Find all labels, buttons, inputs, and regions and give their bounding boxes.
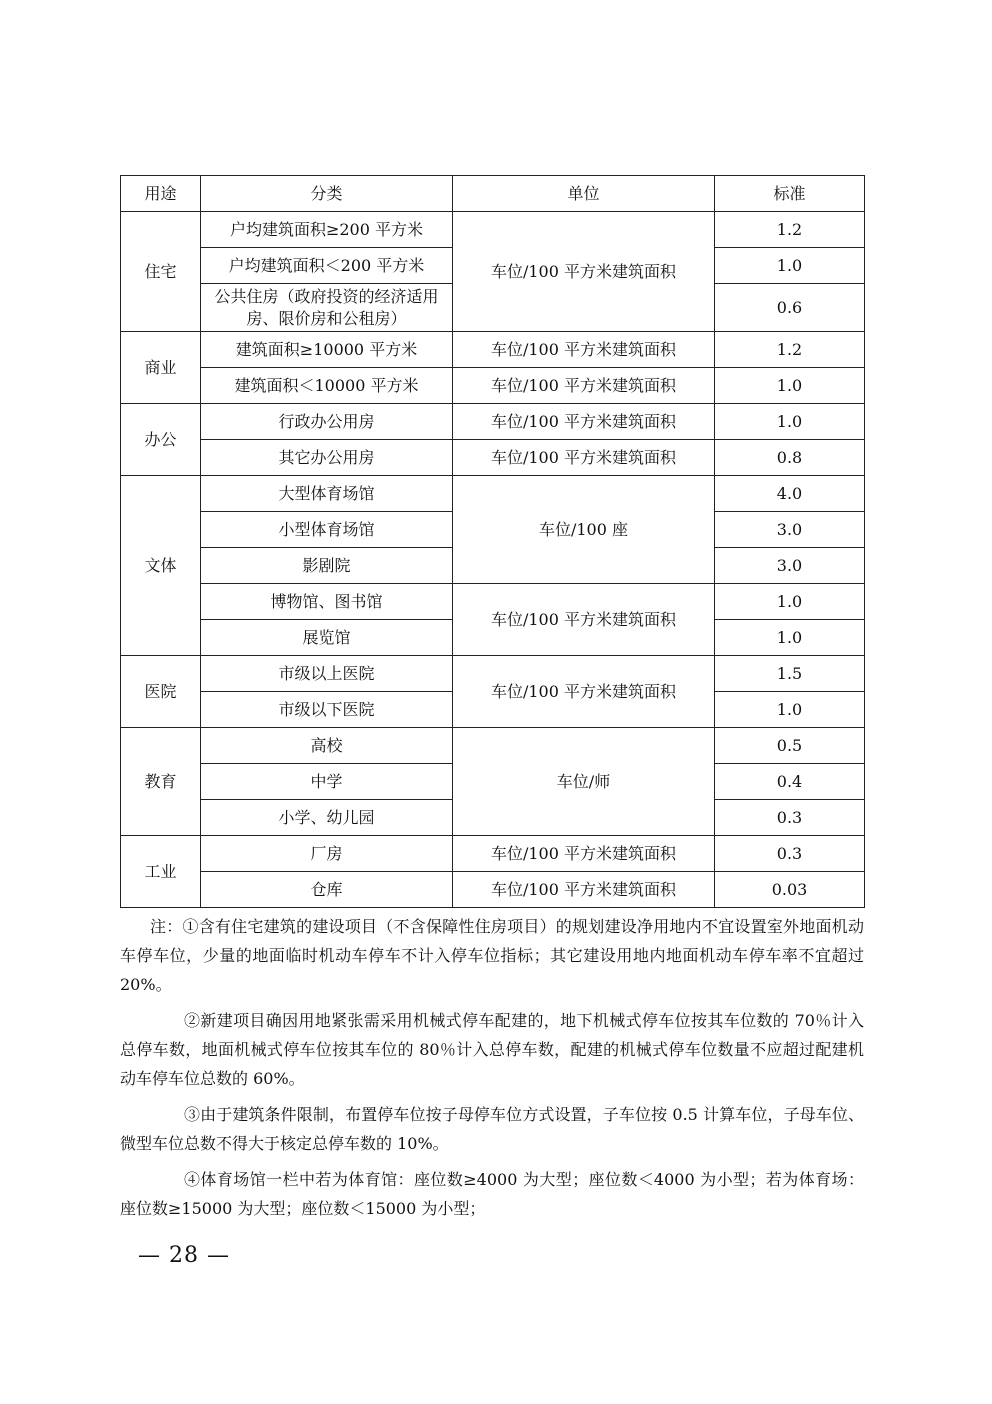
category-cell: 市级以上医院 bbox=[201, 656, 453, 692]
standard-cell: 3.0 bbox=[715, 548, 865, 584]
standard-cell: 0.3 bbox=[715, 836, 865, 872]
standard-cell: 1.0 bbox=[715, 584, 865, 620]
table-row bbox=[121, 332, 865, 368]
unit-cell: 车位/100 平方米建筑面积 bbox=[453, 332, 715, 368]
note-2: ②新建项目确因用地紧张需采用机械式停车配建的，地下机械式停车位按其车位数的 70％计入总停车数，地面机械式停车位按其车位的 80％计入总停车数，配建的机械式停车位数量不应超过配建机动车停车位总数的 60%。 bbox=[120, 1011, 864, 1088]
table-row bbox=[121, 404, 865, 440]
unit-cell: 车位/100 平方米建筑面积 bbox=[453, 656, 715, 728]
use-cell: 医院 bbox=[121, 656, 201, 728]
table-row bbox=[121, 836, 865, 872]
category-cell: 建筑面积≥10000 平方米 bbox=[201, 332, 453, 368]
standard-cell: 0.5 bbox=[715, 728, 865, 764]
use-cell: 教育 bbox=[121, 728, 201, 836]
unit-cell: 车位/100 平方米建筑面积 bbox=[453, 368, 715, 404]
table-header-row bbox=[121, 176, 865, 212]
category-cell: 展览馆 bbox=[201, 620, 453, 656]
table-row bbox=[121, 656, 865, 692]
table-row bbox=[121, 872, 865, 908]
category-cell: 博物馆、图书馆 bbox=[201, 584, 453, 620]
unit-cell: 车位/100 平方米建筑面积 bbox=[453, 836, 715, 872]
standard-cell: 1.2 bbox=[715, 212, 865, 248]
category-cell: 小学、幼儿园 bbox=[201, 800, 453, 836]
header-unit: 单位 bbox=[453, 176, 715, 212]
standard-cell: 1.2 bbox=[715, 332, 865, 368]
category-cell: 高校 bbox=[201, 728, 453, 764]
unit-cell: 车位/100 平方米建筑面积 bbox=[453, 212, 715, 332]
header-standard: 标准 bbox=[715, 176, 865, 212]
use-cell: 工业 bbox=[121, 836, 201, 908]
standard-cell: 0.8 bbox=[715, 440, 865, 476]
unit-cell: 车位/100 平方米建筑面积 bbox=[453, 872, 715, 908]
note-3: ③由于建筑条件限制，布置停车位按子母停车位方式设置，子车位按 0.5 计算车位，子母车位、微型车位总数不得大于核定总停车数的 10%。 bbox=[120, 1105, 864, 1153]
table-row bbox=[121, 212, 865, 248]
category-cell: 大型体育场馆 bbox=[201, 476, 453, 512]
standard-cell: 1.0 bbox=[715, 692, 865, 728]
unit-cell: 车位/100 平方米建筑面积 bbox=[453, 440, 715, 476]
category-cell: 市级以下医院 bbox=[201, 692, 453, 728]
page-number: — 28 — bbox=[138, 1243, 230, 1268]
standard-cell: 1.0 bbox=[715, 368, 865, 404]
standard-cell: 0.6 bbox=[715, 284, 865, 332]
standard-cell: 0.3 bbox=[715, 800, 865, 836]
use-cell: 文体 bbox=[121, 476, 201, 656]
note-1: 注：①含有住宅建筑的建设项目（不含保障性住房项目）的规划建设净用地内不宜设置室外地面机动车停车位，少量的地面临时机动车停车不计入停车位指标；其它建设用地内地面机动车停车率不宜超过 20%。 bbox=[120, 917, 864, 994]
category-cell: 户均建筑面积≥200 平方米 bbox=[201, 212, 453, 248]
category-cell: 小型体育场馆 bbox=[201, 512, 453, 548]
category-cell: 建筑面积＜10000 平方米 bbox=[201, 368, 453, 404]
category-cell: 中学 bbox=[201, 764, 453, 800]
unit-cell: 车位/100 座 bbox=[453, 476, 715, 584]
standard-cell: 0.03 bbox=[715, 872, 865, 908]
unit-cell: 车位/师 bbox=[453, 728, 715, 836]
category-cell: 其它办公用房 bbox=[201, 440, 453, 476]
table-row bbox=[121, 368, 865, 404]
use-cell: 办公 bbox=[121, 404, 201, 476]
note-4: ④体育场馆一栏中若为体育馆：座位数≥4000 为大型；座位数＜4000 为小型；若为体育场：座位数≥15000 为大型；座位数＜15000 为小型； bbox=[120, 1170, 864, 1218]
category-cell: 厂房 bbox=[201, 836, 453, 872]
unit-cell: 车位/100 平方米建筑面积 bbox=[453, 584, 715, 656]
standard-cell: 1.5 bbox=[715, 656, 865, 692]
standard-cell: 1.0 bbox=[715, 620, 865, 656]
standard-cell: 1.0 bbox=[715, 404, 865, 440]
table-notes bbox=[120, 912, 864, 1230]
table-row bbox=[121, 728, 865, 764]
parking-standards-table bbox=[120, 175, 865, 908]
standard-cell: 1.0 bbox=[715, 248, 865, 284]
category-cell: 行政办公用房 bbox=[201, 404, 453, 440]
unit-cell: 车位/100 平方米建筑面积 bbox=[453, 404, 715, 440]
standard-cell: 3.0 bbox=[715, 512, 865, 548]
table-row bbox=[121, 476, 865, 512]
standard-cell: 0.4 bbox=[715, 764, 865, 800]
category-cell: 仓库 bbox=[201, 872, 453, 908]
category-cell: 影剧院 bbox=[201, 548, 453, 584]
category-cell: 公共住房（政府投资的经济适用房、限价房和公租房） bbox=[201, 284, 453, 332]
header-use: 用途 bbox=[121, 176, 201, 212]
standard-cell: 4.0 bbox=[715, 476, 865, 512]
table-row bbox=[121, 584, 865, 620]
use-cell: 商业 bbox=[121, 332, 201, 404]
category-cell: 户均建筑面积＜200 平方米 bbox=[201, 248, 453, 284]
use-cell: 住宅 bbox=[121, 212, 201, 332]
header-category: 分类 bbox=[201, 176, 453, 212]
table-row bbox=[121, 440, 865, 476]
